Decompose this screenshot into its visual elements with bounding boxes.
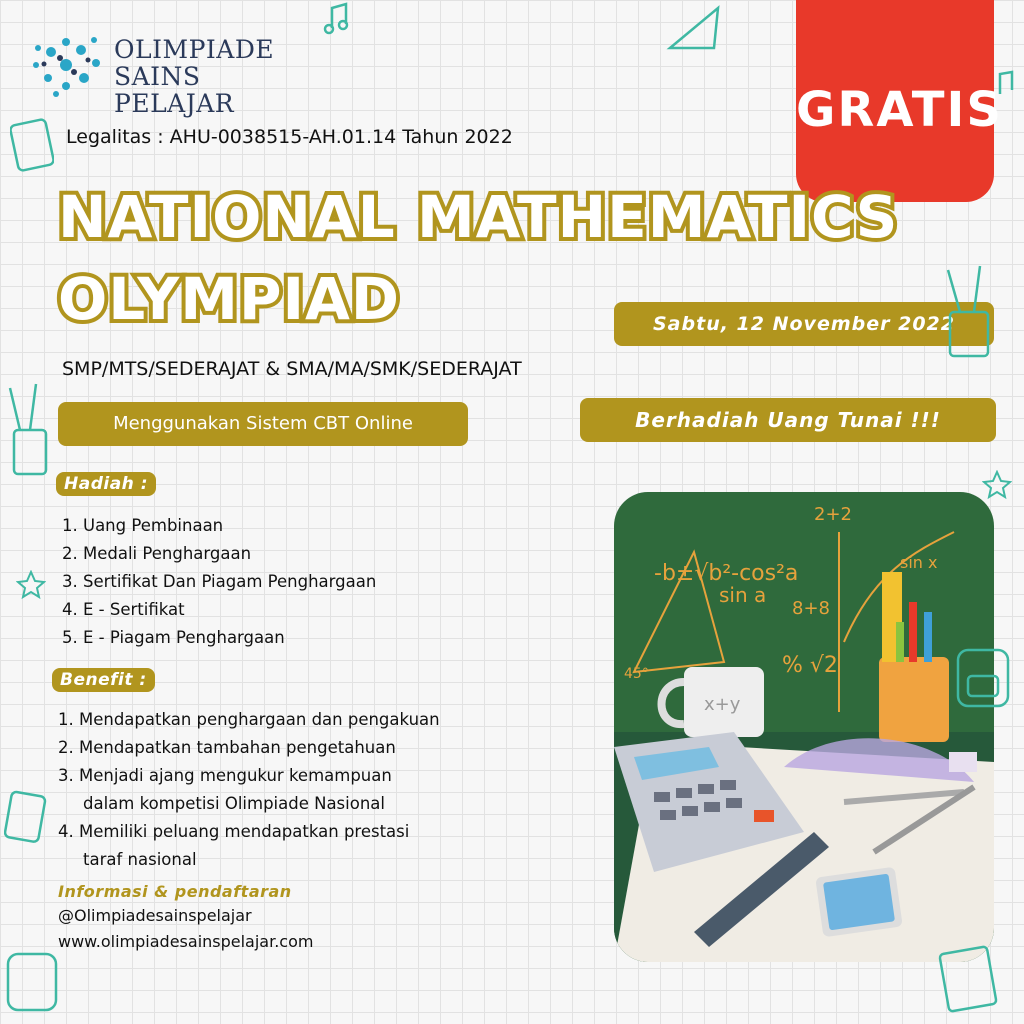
list-item: 2. Mendapatkan tambahan pengetahuan	[58, 738, 396, 757]
formula-text: -b±√b²-cos²a	[654, 561, 799, 586]
list-item: 4. E - Sertifikat	[62, 600, 185, 619]
gratis-badge	[796, 0, 1003, 202]
logo-line2: SAINS PELAJAR	[114, 62, 235, 118]
formula-text: 2+2	[814, 504, 852, 525]
chalkboard-scene	[614, 492, 994, 962]
backpack-doodle-icon	[948, 636, 1018, 712]
list-item: 3. Sertifikat Dan Piagam Penghargaan	[62, 572, 377, 591]
list-item: 3. Menjadi ajang mengukur kemampuan	[58, 766, 392, 785]
gratis-label: GRATIS	[796, 82, 1003, 138]
title-line1: NATIONAL MATHEMATICS	[58, 183, 899, 251]
smartphone-icon	[815, 867, 903, 938]
backpack-doodle-icon	[0, 940, 64, 1016]
logo	[26, 30, 326, 118]
star-doodle-icon	[982, 470, 1012, 500]
triangle-ruler-doodle-icon	[664, 2, 724, 54]
hadiah-list	[62, 512, 376, 652]
music-note-doodle-icon	[992, 70, 1016, 100]
formula-text: 45°	[624, 666, 649, 682]
pencil-cup-doodle-icon	[930, 262, 1000, 362]
list-item: 1. Mendapatkan penghargaan dan pengakuan	[58, 710, 440, 729]
list-item: 2. Medali Penghargaan	[62, 544, 252, 563]
formula-text: 8+8	[792, 598, 830, 619]
list-item: 1. Uang Pembinaan	[62, 516, 224, 535]
list-item-continuation: dalam kompetisi Olimpiade Nasional	[83, 794, 385, 813]
star-doodle-icon	[16, 570, 46, 600]
eraser-icon	[949, 752, 977, 772]
cbt-system-pill: Menggunakan Sistem CBT Online	[58, 402, 468, 446]
title-line2: OLYMPIAD	[58, 265, 401, 333]
instagram-handle[interactable]: @Olimpiadesainspelajar	[58, 906, 252, 925]
list-item: 4. Memiliki peluang mendapatkan prestasi	[58, 822, 410, 841]
calculator-doodle-icon	[4, 790, 48, 846]
notebook-doodle-icon	[934, 940, 1004, 1016]
event-date: Sabtu, 12 November 2022	[614, 302, 994, 346]
benefit-heading: Benefit :	[52, 668, 155, 692]
math-illustration	[614, 492, 994, 962]
legalitas-text: Legalitas : AHU-0038515-AH.01.14 Tahun 2022	[66, 126, 513, 148]
pencil-cup-icon	[879, 572, 949, 742]
formula-text: % √2	[782, 653, 838, 678]
hadiah-heading: Hadiah :	[56, 472, 156, 496]
participant-level: SMP/MTS/SEDERAJAT & SMA/MA/SMK/SEDERAJAT	[62, 358, 522, 380]
logo-wordmark	[114, 36, 326, 117]
music-note-doodle-icon	[322, 2, 352, 36]
formula-text: sin x	[900, 553, 938, 572]
calculator-doodle-icon	[10, 118, 54, 172]
molecule-logo-icon	[26, 30, 106, 100]
list-item-continuation: taraf nasional	[83, 850, 197, 869]
mug-label: x+y	[704, 694, 741, 715]
cash-prize-banner: Berhadiah Uang Tunai !!!	[580, 398, 996, 442]
coffee-mug-icon	[662, 667, 765, 737]
website-link[interactable]: www.olimpiadesainspelajar.com	[58, 932, 314, 951]
logo-line1: OLIMPIADE	[114, 35, 275, 64]
info-heading: Informasi & pendaftaran	[58, 882, 292, 901]
list-item: 5. E - Piagam Penghargaan	[62, 628, 285, 647]
pencil-cup-doodle-icon	[0, 380, 52, 480]
benefit-list	[58, 706, 440, 874]
formula-text: sin a	[719, 583, 767, 607]
